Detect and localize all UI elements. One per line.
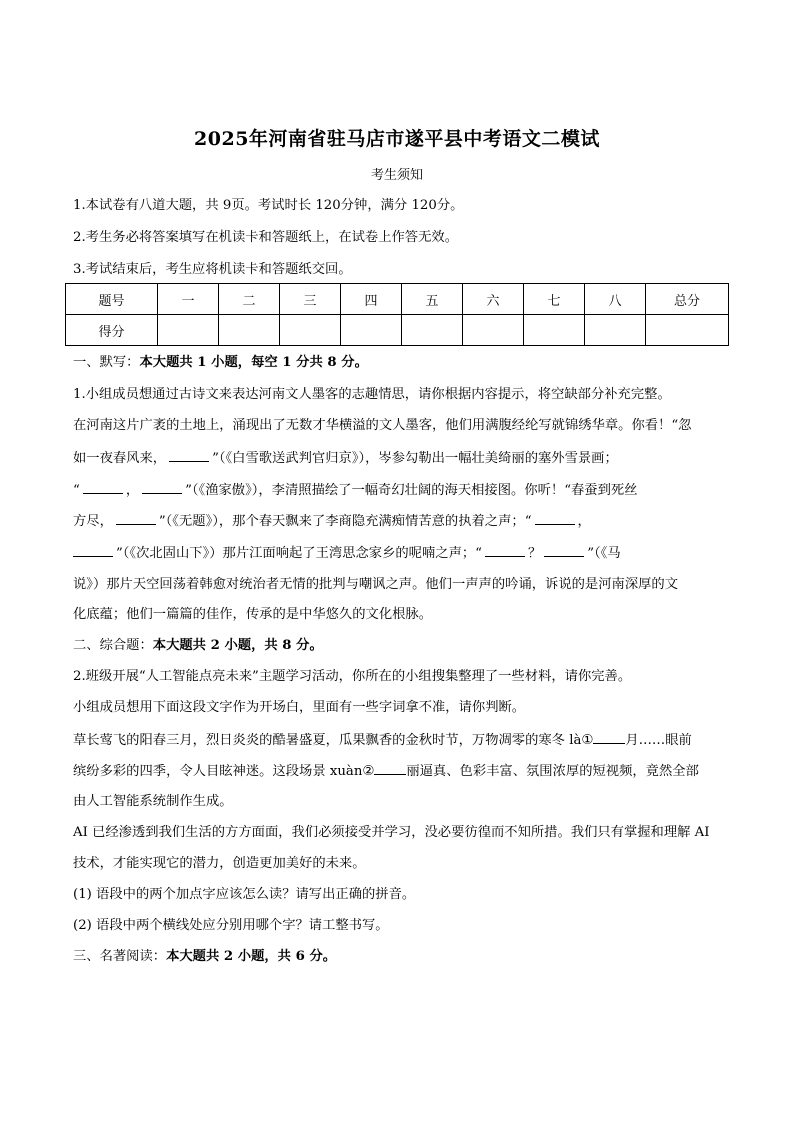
q2-line-1: 小组成员想用下面这段文字作为开场白，里面有一些字词拿不准，请你判断。 [73,700,526,715]
table-cell: 五 [402,284,463,315]
q2-line-3 [73,762,733,781]
score-cell[interactable] [524,315,585,346]
section-3-heading [73,948,733,966]
score-cell[interactable] [463,315,524,346]
table-cell: 七 [524,284,585,315]
table-cell: 总分 [646,284,729,315]
q1-line-1: 在河南这片广袤的土地上，涌现出了无数才华横溢的文人墨客，他们用满腹经纶写就锦绣华章。你看！“忽 [73,418,692,433]
text-run: 丽逼真、色彩丰富、氛围浓厚的短视频，竟然全部 [406,764,699,779]
text-run: ”（《白雪歌送武判官归京》），岑参勾勒出一幅壮美绮丽的塞外雪景画； [212,451,618,466]
section-label: 三、名著阅读： [73,949,167,964]
answer-blank[interactable] [142,481,182,494]
text-run: 缤纷多彩的四季，令人目眩神迷。这段场景 xuàn② [73,764,375,779]
score-cell[interactable] [280,315,341,346]
table-cell: 一 [158,284,219,315]
notice-2: 2.考生务必将答案填写在机读卡和答题纸上，在试卷上作答无效。 [73,230,458,245]
page-title: 2025年河南省驻马店市遂平县中考语文二模试 [194,128,600,150]
table-cell: 八 [585,284,646,315]
score-cell[interactable] [219,315,280,346]
answer-blank[interactable] [73,544,113,557]
section-desc: 本大题共 2 小题，共 8 分。 [152,638,323,653]
q2-line-6: 技术，才能实现它的潜力，创造更加美好的未来。 [73,856,366,871]
section-label: 一、默写： [73,355,140,370]
q1-line-3 [73,481,733,500]
answer-blank[interactable] [593,731,625,744]
section-2-heading [73,637,733,655]
score-cell[interactable] [402,315,463,346]
score-cell[interactable] [158,315,219,346]
q2-line-4: 由人工智能系统制作生成。 [73,794,233,809]
q1-line-4 [73,512,733,531]
answer-blank[interactable] [374,762,406,775]
q1-line-2 [73,449,733,468]
score-table [65,283,729,346]
text-run: ”（《次北固山下》）那片江面响起了王湾思念家乡的呢喃之声；“ [116,546,482,561]
text-run: 月……眼前 [625,733,692,748]
q2-sub-2: (2) 语段中两个横线处应分别用哪个字？请工整书写。 [73,918,389,933]
score-cell[interactable] [341,315,402,346]
q1-line-6: 说》）那片天空回荡着韩愈对统治者无情的批判与嘲讽之声。他们一声声的吟诵，诉说的是河南深厚的文 [73,577,679,592]
score-cell[interactable] [585,315,646,346]
score-cell[interactable] [646,315,729,346]
q2-line-2 [73,731,733,750]
answer-blank[interactable] [485,544,525,557]
q1-intro: 1.小组成员想通过古诗文来表达河南文人墨客的志趣情思，请你根据内容提示，将空缺部分补充完整。 [73,387,671,402]
table-cell: 三 [280,284,341,315]
section-1-heading [73,354,733,372]
q1-line-7: 化底蕴；他们一篇篇的佳作，传承的是中华悠久的文化根脉。 [73,607,433,622]
answer-blank[interactable] [116,512,156,525]
table-cell: 四 [341,284,402,315]
text-run: ”（《无题》），那个春天飘来了李商隐充满痴情苦意的执着之声；“ [158,514,532,529]
q2-sub-1: (1) 语段中的两个加点字应该怎么读？请写出正确的拼音。 [73,887,416,902]
text-run: 草长莺飞的阳春三月，烈日炎炎的酷暑盛夏，瓜果飘香的金秋时节，万物凋零的寒冬 là① [73,733,594,748]
answer-blank[interactable] [535,512,575,525]
text-run: ”（《马 [587,546,621,561]
text-run: 如一夜春风来， [73,451,167,466]
section-desc: 本大题共 1 小题，每空 1 分共 8 分。 [139,355,368,370]
q2-line-5: AI 已经渗透到我们生活的方方面面，我们必须接受并学习，没必要彷徨而不知所措。我们只有掌握和理解 AI [73,825,710,840]
text-run: ， [577,514,591,529]
notice-1: 1.本试卷有八道大题，共 9页。考试时长 120分钟，满分 120分。 [73,198,464,213]
section-label: 二、综合题： [73,638,153,653]
score-table-score-row [66,315,729,346]
text-run: 方尽， [73,514,113,529]
notice-3: 3.考试结束后，考生应将机读卡和答题纸交回。 [73,262,352,277]
table-cell: 题号 [66,284,158,315]
section-desc: 本大题共 2 小题，共 6 分。 [166,949,337,964]
score-table-header-row [66,284,729,315]
answer-blank[interactable] [544,544,584,557]
table-cell: 二 [219,284,280,315]
answer-blank[interactable] [169,449,209,462]
text-run: “ [73,483,80,498]
q1-line-5 [73,544,733,563]
text-run: ”（《渔家傲》），李清照描绘了一幅奇幻壮阔的海天相接图。你听！“春蚕到死丝 [185,483,638,498]
q2-intro: 2.班级开展“人工智能点亮未来”主题学习活动，你所在的小组搜集整理了一些材料，请你完善。 [73,669,632,684]
text-run: ， [125,483,140,498]
page-subtitle: 考生须知 [370,168,423,183]
table-cell: 六 [463,284,524,315]
text-run: ？ [527,546,542,561]
answer-blank[interactable] [83,481,123,494]
table-cell: 得分 [66,315,158,346]
